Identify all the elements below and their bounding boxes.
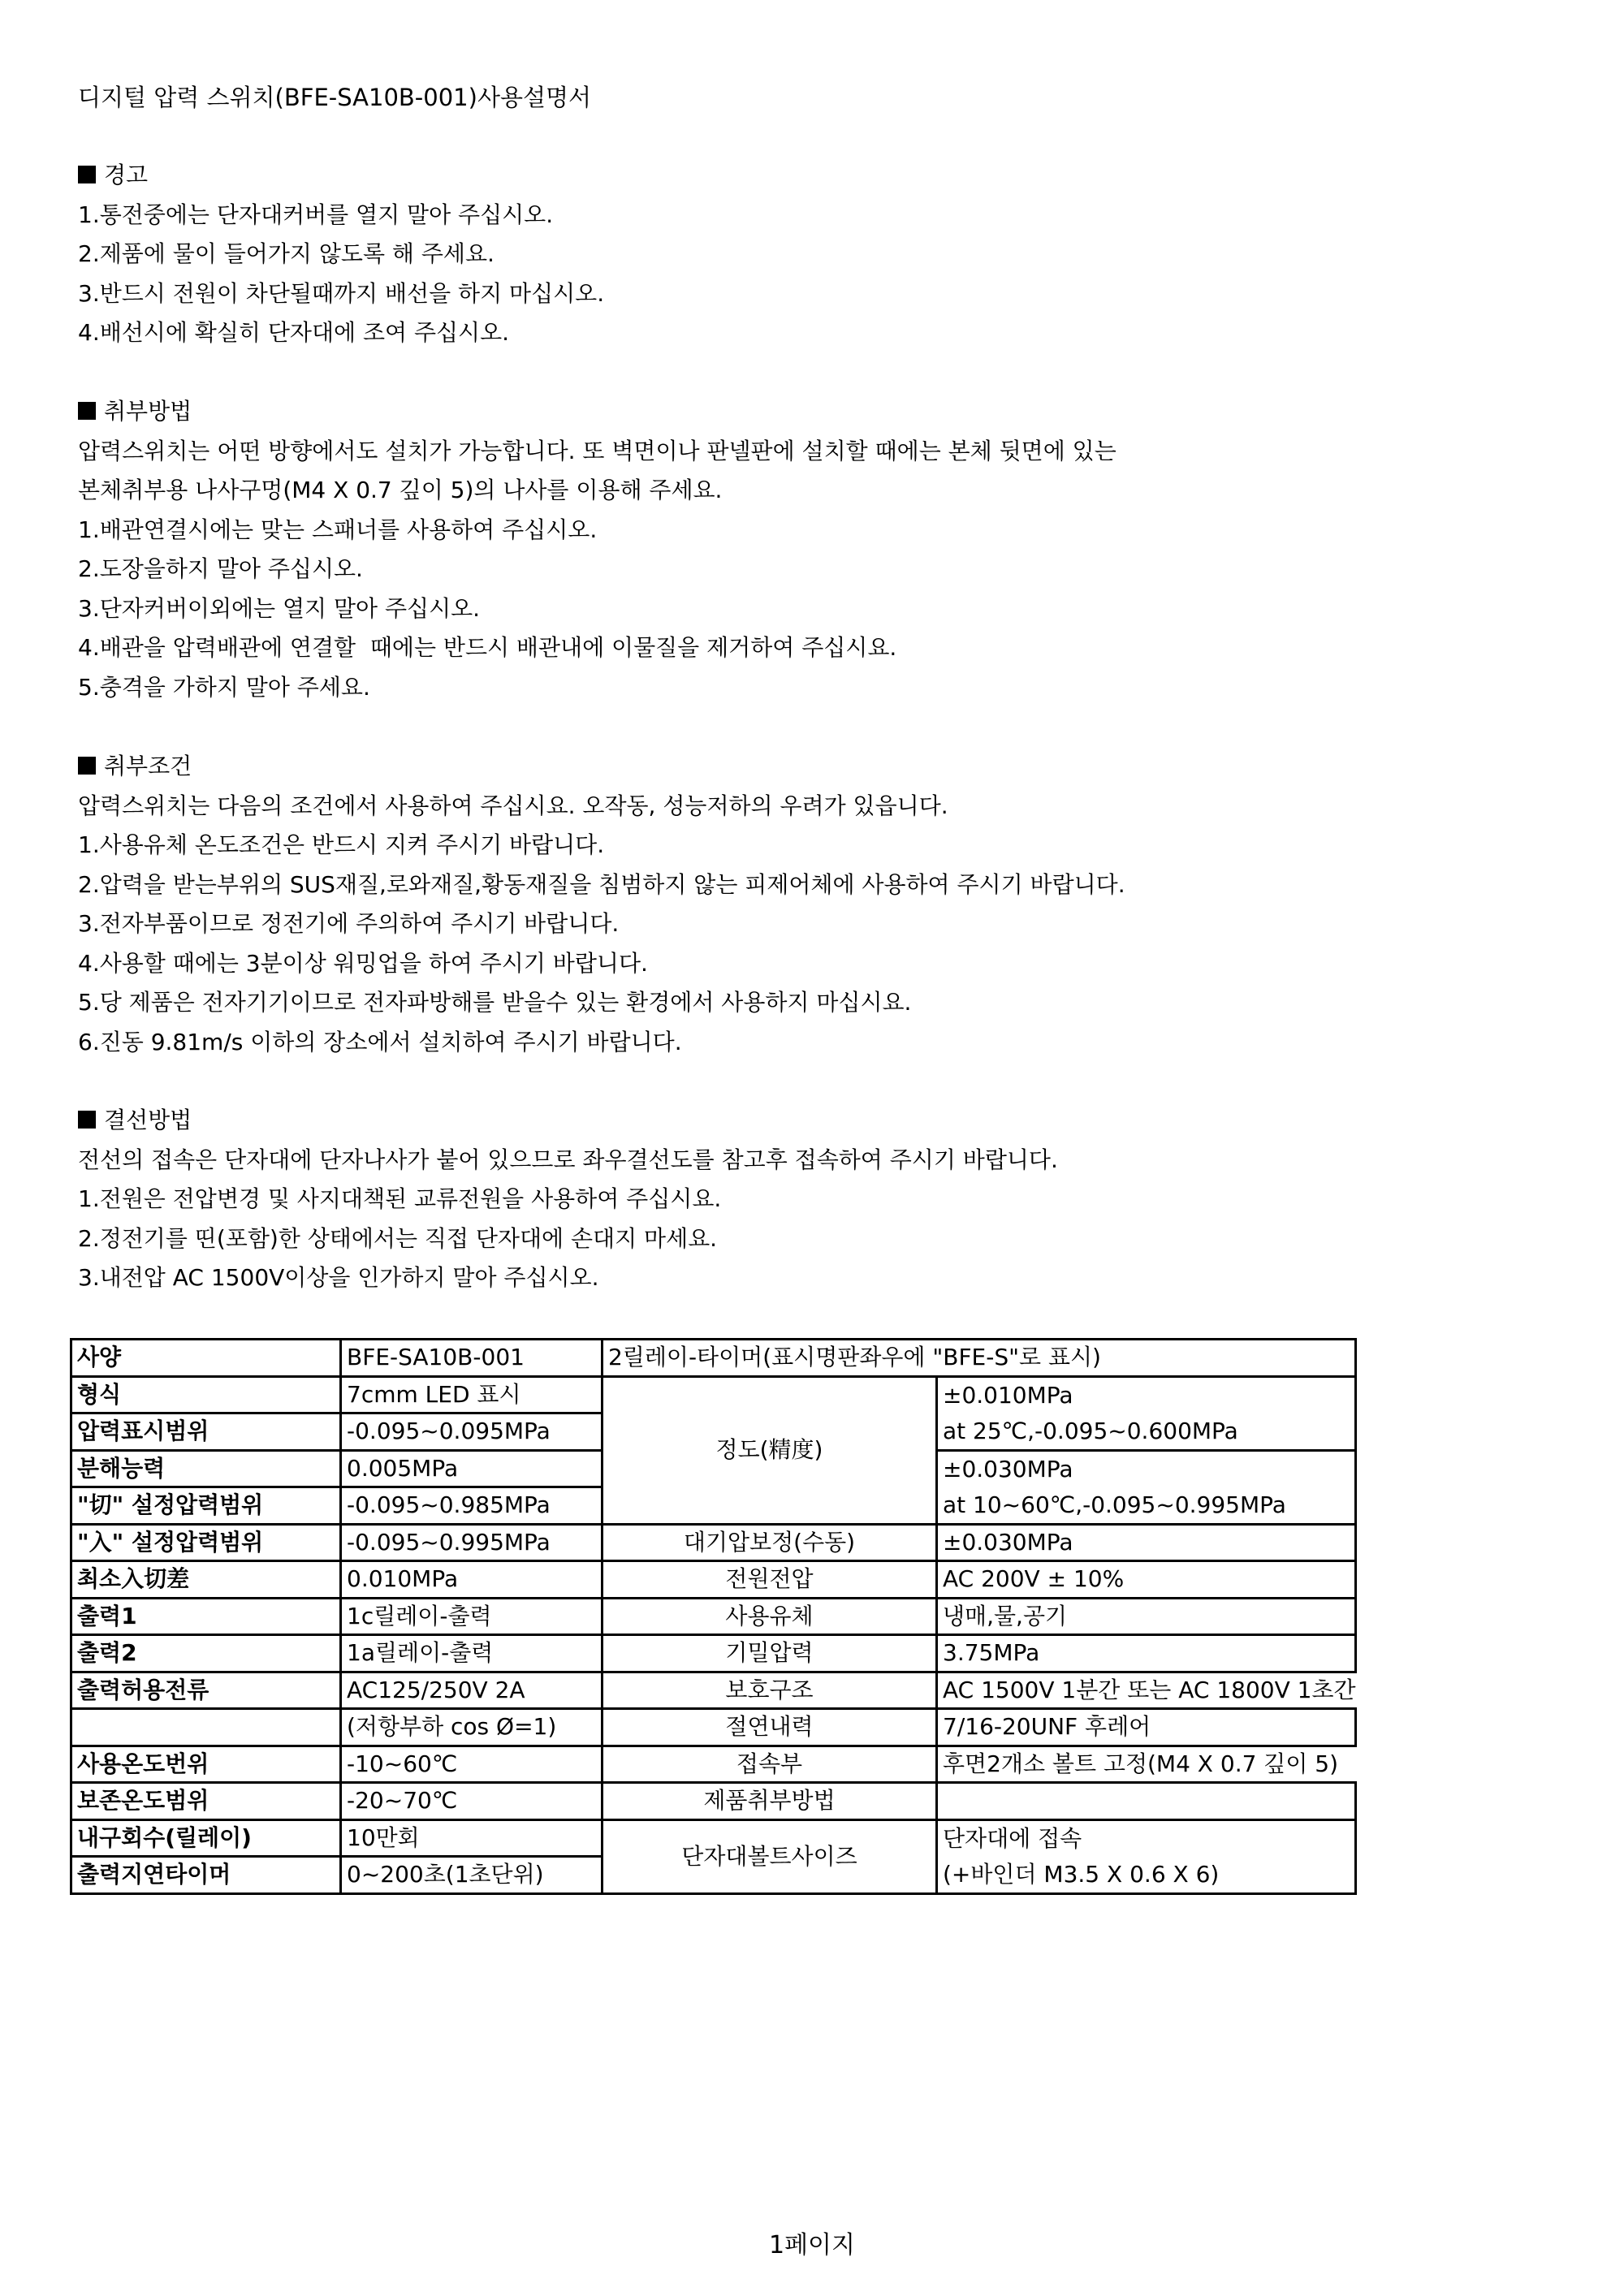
spec-value: 단자대에 접속: [937, 1819, 1356, 1857]
section-line: 4.배관을 압력배관에 연결할 때에는 반드시 배관내에 이물질을 제거하여 주십시요.: [78, 634, 897, 661]
spec-label: 기밀압력: [603, 1635, 937, 1672]
section-line: 4.사용할 때에는 3분이상 워밍업을 하여 주시기 바랍니다.: [78, 949, 648, 977]
spec-label: 최소入切差: [71, 1561, 341, 1599]
spec-label: 내구회수(릴레이): [71, 1819, 341, 1857]
spec-value: 0.010MPa: [341, 1561, 603, 1599]
table-row: [71, 1598, 1356, 1635]
spec-value: 7cmm LED 표시: [341, 1376, 603, 1413]
table-row: [71, 1340, 1356, 1377]
section-line: 압력스위치는 어떤 방향에서도 설치가 가능합니다. 또 벽면이나 판넬판에 설치할 때에는 본체 뒷면에 있는: [78, 437, 1116, 464]
section-mounting-method: [78, 392, 1523, 707]
spec-label: 보존온도범위: [71, 1783, 341, 1820]
spec-label: 출력1: [71, 1598, 341, 1635]
spec-label: 단자대볼트사이즈: [603, 1819, 937, 1893]
spec-table: [70, 1338, 1357, 1895]
section-line: 3.단자커버이외에는 열지 말아 주십시오.: [78, 594, 481, 622]
spec-value: [937, 1783, 1356, 1820]
spec-value: -0.095~0.095MPa: [341, 1413, 603, 1451]
table-row: [71, 1376, 1356, 1413]
section-wiring-method: [78, 1101, 1523, 1298]
spec-label: 대기압보정(수동): [603, 1524, 937, 1561]
spec-value: -0.095~0.995MPa: [341, 1524, 603, 1561]
section-line: 3.내전압 AC 1500V이상을 인가하지 말아 주십시오.: [78, 1264, 599, 1291]
section-line: 2.압력을 받는부위의 SUS재질,로와재질,황동재질을 침범하지 않는 피제어체에 사용하여 주시기 바랍니다.: [78, 870, 1125, 898]
section-heading: 취부방법: [78, 392, 1523, 432]
spec-value: 0.005MPa: [341, 1450, 603, 1487]
section-line: 2.제품에 물이 들어가지 않도록 해 주세요.: [78, 240, 495, 267]
section-line: 전선의 접속은 단자대에 단자나사가 붙어 있으므로 좌우결선도를 참고후 접속하여 주시기 바랍니다.: [78, 1146, 1058, 1173]
spec-label: 접속부: [603, 1746, 937, 1783]
spec-label: 절연내력: [603, 1709, 937, 1746]
spec-value: at 10~60℃,-0.095~0.995MPa: [937, 1487, 1356, 1525]
spec-header-cell: 2릴레이-타이머(표시명판좌우에 "BFE-S"로 표시): [603, 1340, 1356, 1377]
document-title: 디지털 압력 스위치(BFE-SA10B-001)사용설명서: [78, 84, 592, 111]
spec-label: [71, 1709, 341, 1746]
section-line: 5.충격을 가하지 말아 주세요.: [78, 673, 370, 701]
page-number: 1페이지: [768, 2231, 856, 2259]
table-row: [71, 1746, 1356, 1783]
section-line: 1.배관연결시에는 맞는 스패너를 사용하여 주십시오.: [78, 516, 598, 543]
section-line: 5.당 제품은 전자기기이므로 전자파방해를 받을수 있는 환경에서 사용하지 마십시요.: [78, 989, 912, 1016]
spec-label: 사용유체: [603, 1598, 937, 1635]
spec-value: 10만회: [341, 1819, 603, 1857]
spec-label: 보호구조: [603, 1672, 937, 1709]
table-row: [71, 1709, 1356, 1746]
spec-label: 전원전압: [603, 1561, 937, 1599]
spec-value: 0~200초(1초단위): [341, 1857, 603, 1894]
spec-value: ±0.030MPa: [937, 1450, 1356, 1487]
spec-label: 출력허용전류: [71, 1672, 341, 1709]
spec-value: -0.095~0.985MPa: [341, 1487, 603, 1525]
section-line: 압력스위치는 다음의 조건에서 사용하여 주십시요. 오작동, 성능저하의 우려가 있읍니다.: [78, 792, 948, 819]
spec-value: AC 1500V 1분간 또는 AC 1800V 1초간: [937, 1672, 1356, 1709]
table-row: [71, 1524, 1356, 1561]
spec-value: ±0.010MPa: [937, 1376, 1356, 1413]
spec-value: 냉매,물,공기: [937, 1598, 1356, 1635]
section-heading: 경고: [78, 156, 1523, 196]
section-line: 1.사용유체 온도조건은 반드시 지켜 주시기 바랍니다.: [78, 831, 605, 858]
section-line: 2.도장을하지 말아 주십시오.: [78, 555, 363, 582]
table-row: [71, 1635, 1356, 1672]
section-line: 6.진동 9.81m/s 이하의 장소에서 설치하여 주시기 바랍니다.: [78, 1028, 682, 1055]
spec-value: 7/16-20UNF 후레어: [937, 1709, 1356, 1746]
section-line: 1.통전중에는 단자대커버를 열지 말아 주십시오.: [78, 201, 554, 228]
section-line: 1.전원은 전압변경 및 사지대책된 교류전원을 사용하여 주십시요.: [78, 1185, 722, 1212]
section-line: 3.전자부품이므로 정전기에 주의하여 주시기 바랍니다.: [78, 910, 620, 937]
section-heading: 결선방법: [78, 1101, 1523, 1141]
spec-label: 사용온도번위: [71, 1746, 341, 1783]
spec-label: 정도(精度): [603, 1376, 937, 1524]
spec-label: 제품취부방법: [603, 1783, 937, 1820]
section-line: 본체취부용 나사구멍(M4 X 0.7 깊이 5)의 나사를 이용해 주세요.: [78, 477, 723, 503]
section-line: 2.정전기를 띤(포함)한 상태에서는 직접 단자대에 손대지 마세요.: [78, 1224, 718, 1252]
spec-header-cell: BFE-SA10B-001: [341, 1340, 603, 1377]
spec-label: 출력2: [71, 1635, 341, 1672]
spec-label: 형식: [71, 1376, 341, 1413]
section-warning: [78, 156, 1523, 353]
spec-value: 1a릴레이-출력: [341, 1635, 603, 1672]
spec-value: -10~60℃: [341, 1746, 603, 1783]
section-mounting-conditions: [78, 747, 1523, 1062]
section-line: 3.반드시 전원이 차단될때까지 배선을 하지 마십시오.: [78, 279, 605, 307]
spec-value: 3.75MPa: [937, 1635, 1356, 1672]
spec-label: 분해능력: [71, 1450, 341, 1487]
spec-label: "切" 설정압력범위: [71, 1487, 341, 1525]
table-row: [71, 1819, 1356, 1857]
spec-value: AC125/250V 2A: [341, 1672, 603, 1709]
spec-value: -20~70℃: [341, 1783, 603, 1820]
table-row: [71, 1561, 1356, 1599]
spec-value: at 25℃,-0.095~0.600MPa: [937, 1413, 1356, 1451]
section-line: 4.배선시에 확실히 단자대에 조여 주십시오.: [78, 319, 510, 346]
spec-value: (+바인더 M3.5 X 0.6 X 6): [937, 1857, 1356, 1894]
table-row: [71, 1672, 1356, 1709]
spec-value: (저항부하 cos Ø=1): [341, 1709, 603, 1746]
spec-header-cell: 사양: [71, 1340, 341, 1377]
spec-value: ±0.030MPa: [937, 1524, 1356, 1561]
section-heading: 취부조건: [78, 747, 1523, 787]
table-row: [71, 1783, 1356, 1820]
spec-value: 후면2개소 볼트 고정(M4 X 0.7 깊이 5): [937, 1746, 1356, 1783]
spec-label: 압력표시범위: [71, 1413, 341, 1451]
spec-value: AC 200V ± 10%: [937, 1561, 1356, 1599]
spec-value: 1c릴레이-출력: [341, 1598, 603, 1635]
spec-label: "入" 설정압력범위: [71, 1524, 341, 1561]
spec-label: 출력지연타이머: [71, 1857, 341, 1894]
